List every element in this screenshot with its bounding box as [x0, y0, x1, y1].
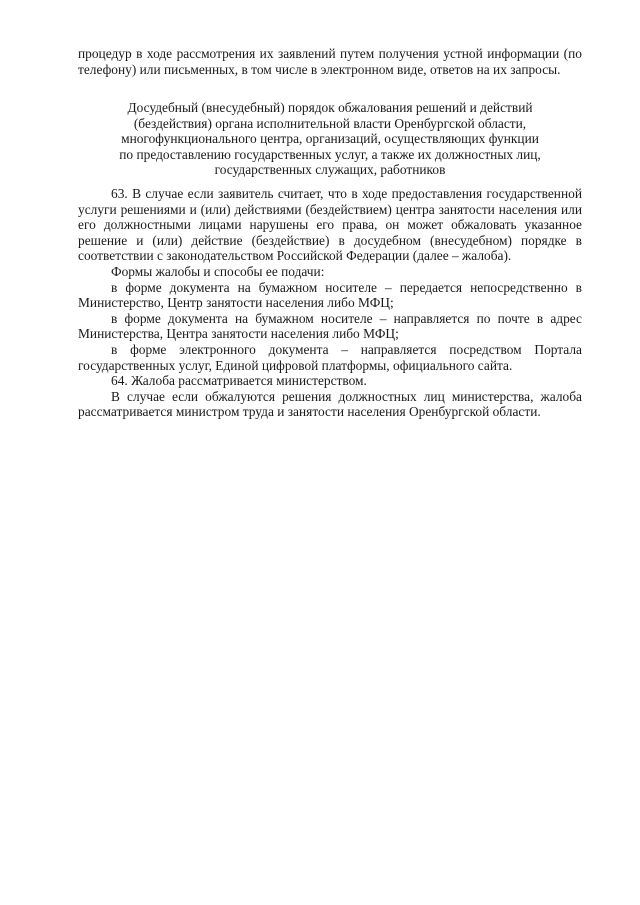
- paragraph-64: 64. Жалоба рассматривается министерством.: [111, 373, 367, 389]
- body-block: [78, 186, 582, 420]
- form-electronic-paragraph: в форме электронного документа – направляется посредством Портала государственных услуг, Единой цифровой платформы, официального сайта.: [78, 341, 582, 373]
- paragraph-63: 63. В случае если заявитель считает, что в ходе предоставления государственной услуги решениями и (или) действиями (бездействием) центра занятости населения или его должностными лицами нарушены его права, он может обжаловать указанное решение и (или) действие (бездействие) в досудебном (внесудебном) порядке в соответствии с законодательством Российской Федерации (далее – жалоба).: [78, 186, 582, 264]
- intro-continuation-paragraph: процедур в ходе рассмотрения их заявлений путем получения устной информации (по телефону) или письменных, в том числе в электронном виде, ответов на их запросы.: [78, 46, 582, 77]
- form-paper-mail-paragraph: в форме документа на бумажном носителе – направляется по почте в адрес Министерства, Центра занятости населения либо МФЦ;: [78, 310, 582, 342]
- section-heading-line: Досудебный (внесудебный) порядок обжалования решений и действий: [127, 100, 533, 115]
- form-paper-direct-paragraph: в форме документа на бумажном носителе – передается непосредственно в Министерство, Центр занятости населения либо МФЦ;: [78, 279, 582, 311]
- forms-intro-paragraph: Формы жалобы и способы ее подачи:: [111, 263, 325, 279]
- section-heading-line: (бездействия) органа исполнительной власти Оренбургской области,: [133, 115, 527, 131]
- paragraph-64-officials: В случае если обжалуются решения должностных лиц министерства, жалоба рассматривается министром труда и занятости населения Оренбургской области.: [78, 388, 582, 420]
- section-heading-line: по предоставлению государственных услуг, а также их должностных лиц,: [119, 146, 541, 162]
- intro-block: [78, 46, 582, 77]
- section-heading-line: государственных служащих, работников: [214, 162, 446, 178]
- section-heading: [78, 100, 582, 178]
- section-heading-line: многофункционального центра, организаций, осуществляющих функции: [121, 131, 539, 147]
